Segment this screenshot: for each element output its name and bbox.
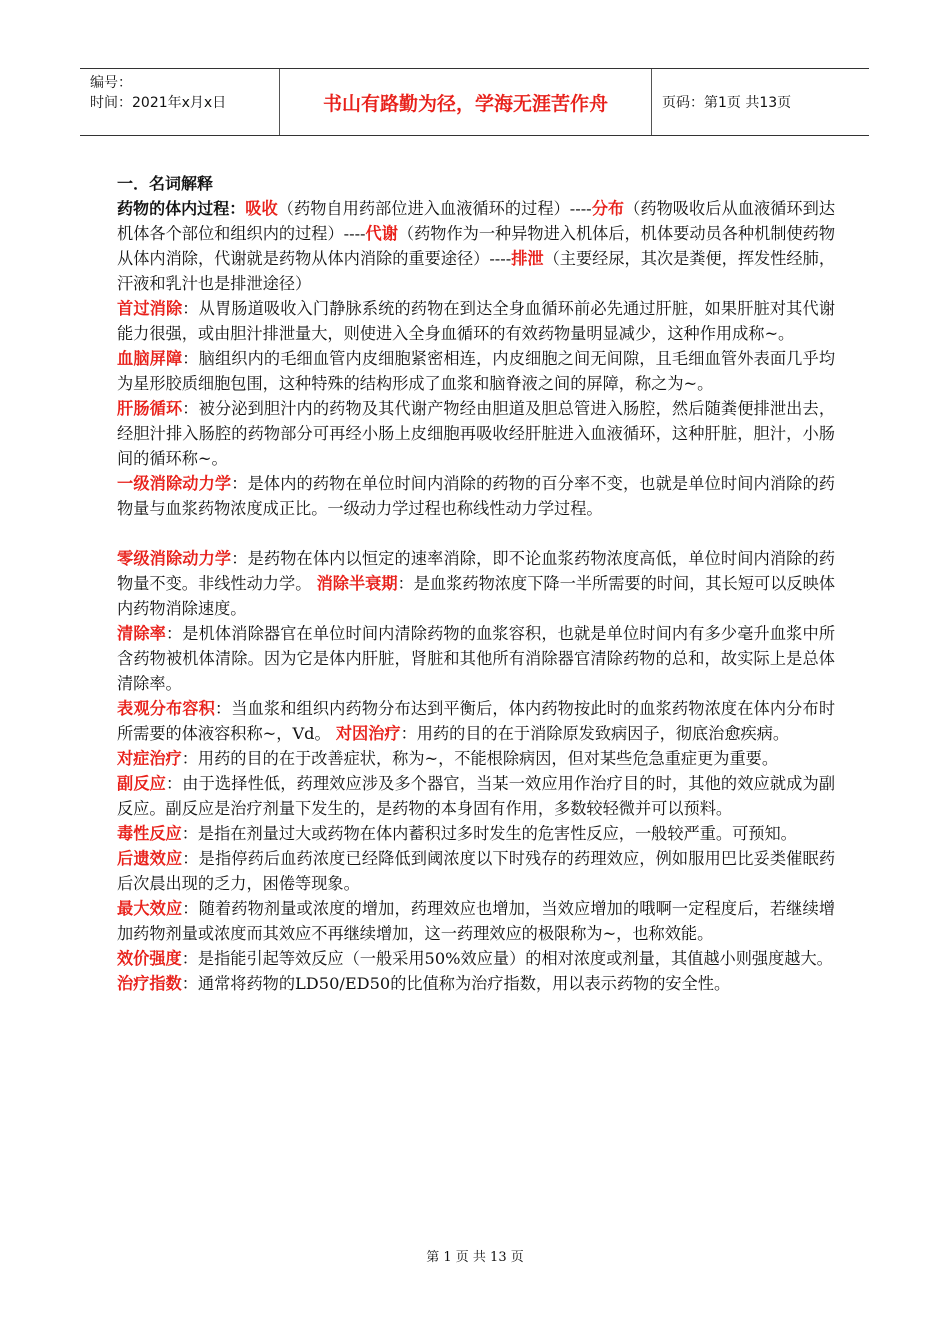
term-excretion: 排泄	[511, 249, 544, 268]
term-symptomatic: 对症治疗	[117, 749, 182, 768]
paragraph-drug-process	[117, 196, 835, 296]
paragraph-clearance	[117, 621, 835, 696]
definition-toxic-reaction: ：是指在剂量过大或药物在体内蓄积过多时发生的危害性反应，一般较严重。可预知。	[181, 824, 797, 843]
term-metabolism: 代谢	[365, 224, 398, 243]
paragraph-therapeutic-index	[117, 971, 835, 996]
term-volume-distribution: 表观分布容积	[117, 699, 215, 718]
paragraph-enterohepatic	[117, 396, 835, 471]
paragraph-potency	[117, 946, 835, 971]
desc-excretion: （主要经尿，其次是粪便，挥发性经肺，汗液和乳汁也是排泄途径）	[117, 249, 836, 293]
definition-enterohepatic: ：被分泌到胆汁内的药物及其代谢产物经由胆道及胆总管进入肠腔，然后随粪便排泄出去，经胆汁排入肠腔的药物部分可再经小肠上皮细胞再吸收经肝脏进入血液循环，这种肝脏，胆汁，小肠间的循环称~。	[117, 399, 836, 468]
paragraph-max-effect	[117, 896, 835, 946]
header-meta	[80, 69, 280, 135]
header-page-number: 页码：第1页 共13页	[662, 95, 792, 111]
definition-symptomatic: ：用药的目的在于改善症状，称为~，不能根除病因，但对某些危急重症更为重要。	[181, 749, 779, 768]
definition-volume-distribution: ：当血浆和组织内药物分布达到平衡后，体内药物按此时的血浆药物浓度在体内分布时所需要的体液容积称~，Vd。	[117, 699, 836, 743]
definition-potency: ：是指能引起等效反应（一般采用50%效应量）的相对浓度或剂量，其值越小则强度越大。	[181, 949, 833, 968]
paragraph-zero-order	[117, 546, 835, 621]
term-potency: 效价强度	[117, 949, 182, 968]
page-footer: 第 1 页 共 13 页	[426, 1250, 524, 1265]
paragraph-side-effect	[117, 771, 835, 821]
section-title: 一．名词解释	[117, 174, 214, 193]
term-therapeutic-index: 治疗指数	[117, 974, 182, 993]
term-toxic-reaction: 毒性反应	[117, 824, 182, 843]
definition-therapeutic-index: ：通常将药物的LD50/ED50的比值称为治疗指数，用以表示药物的安全性。	[181, 974, 731, 993]
doc-code: 编号：	[90, 75, 132, 91]
paragraph-volume-distribution	[117, 696, 835, 746]
term-causal-treatment: 对因治疗	[335, 724, 401, 743]
definition-residual-effect: ：是指停药后血药浓度已经降低到阈浓度以下时残存的药理效应，例如服用巴比妥类催眠药后次晨出现的乏力，困倦等现象。	[117, 849, 836, 893]
term-distribution: 分布	[591, 199, 625, 218]
term-blood-brain-barrier: 血脑屏障	[117, 349, 183, 368]
paragraph-first-order	[117, 471, 835, 521]
term-absorption: 吸收	[245, 199, 278, 218]
definition-half-life: ：是血浆药物浓度下降一半所需要的时间，其长短可以反映体内药物消除速度。	[117, 574, 836, 618]
paragraph-blood-brain-barrier	[117, 346, 835, 396]
definition-causal-treatment: ：用药的目的在于消除原发致病因子，彻底治愈疾病。	[400, 724, 790, 743]
blank-line	[117, 521, 835, 546]
page-header	[80, 68, 869, 136]
term-first-order: 一级消除动力学	[117, 474, 232, 493]
definition-max-effect: ：随着药物剂量或浓度的增加，药理效应也增加，当效应增加的哦啊一定程度后，若继续增加药物剂量或浓度而其效应不再继续增加，这一药理效应的极限称为~，也称效能。	[117, 899, 836, 943]
definition-blood-brain-barrier: ：脑组织内的毛细血管内皮细胞紧密相连，内皮细胞之间无间隙，且毛细血管外表面几乎均为星形胶质细胞包围，这种特殊的结构形成了血浆和脑脊液之间的屏障，称之为~。	[117, 349, 836, 393]
definition-side-effect: ：由于选择性低，药理效应涉及多个器官，当某一效应用作治疗目的时，其他的效应就成为副反应。副反应是治疗剂量下发生的，是药物的本身固有作用，多数较轻微并可以预料。	[117, 774, 836, 818]
desc-absorption: （药物自用药部位进入血液循环的过程）----	[277, 199, 592, 218]
definition-clearance: ：是机体消除器官在单位时间内清除药物的血浆容积，也就是单位时间内有多少毫升血浆中所含药物被机体清除。因为它是体内肝脏，肾脏和其他所有消除器官清除药物的总和，故实际上是总体清除率。	[117, 624, 836, 693]
term-zero-order: 零级消除动力学	[117, 549, 232, 568]
term-residual-effect: 后遗效应	[117, 849, 183, 868]
term-max-effect: 最大效应	[117, 899, 183, 918]
document-body	[117, 171, 835, 996]
paragraph-symptomatic	[117, 746, 835, 771]
paragraph-residual-effect	[117, 846, 835, 896]
term-half-life: 消除半衰期	[316, 574, 398, 593]
term-clearance: 清除率	[117, 624, 166, 643]
paragraph-toxic-reaction	[117, 821, 835, 846]
header-motto: 书山有路勤为径，学海无涯苦作舟	[280, 69, 652, 135]
definition-first-order: ：是体内的药物在单位时间内消除的药物的百分率不变，也就是单位时间内消除的药物量与血浆药物浓度成正比。一级动力学过程也称线性动力学过程。	[117, 474, 835, 518]
paragraph-first-pass	[117, 296, 835, 346]
definition-first-pass: ：从胃肠道吸收入门静脉系统的药物在到达全身血循环前必先通过肝脏，如果肝脏对其代谢能力很强，或由胆汁排泄量大，则使进入全身血循环的有效药物量明显减少，这种作用成称~。	[117, 299, 836, 343]
term-drug-process: 药物的体内过程：	[117, 199, 246, 218]
term-first-pass: 首过消除	[117, 299, 183, 318]
definition-zero-order: ：是药物在体内以恒定的速率消除，即不论血浆药物浓度高低，单位时间内消除的药物量不变。非线性动力学。	[117, 549, 835, 593]
desc-metabolism: （药物作为一种异物进入机体后，机体要动员各种机制使药物从体内消除，代谢就是药物从体内消除的重要途径）----	[117, 224, 836, 268]
term-enterohepatic: 肝肠循环	[117, 399, 183, 418]
term-side-effect: 副反应	[117, 774, 166, 793]
doc-time: 时间：2021年x月x日	[90, 95, 227, 111]
desc-distribution: （药物吸收后从血液循环到达机体各个部位和组织内的过程）----	[117, 199, 836, 243]
